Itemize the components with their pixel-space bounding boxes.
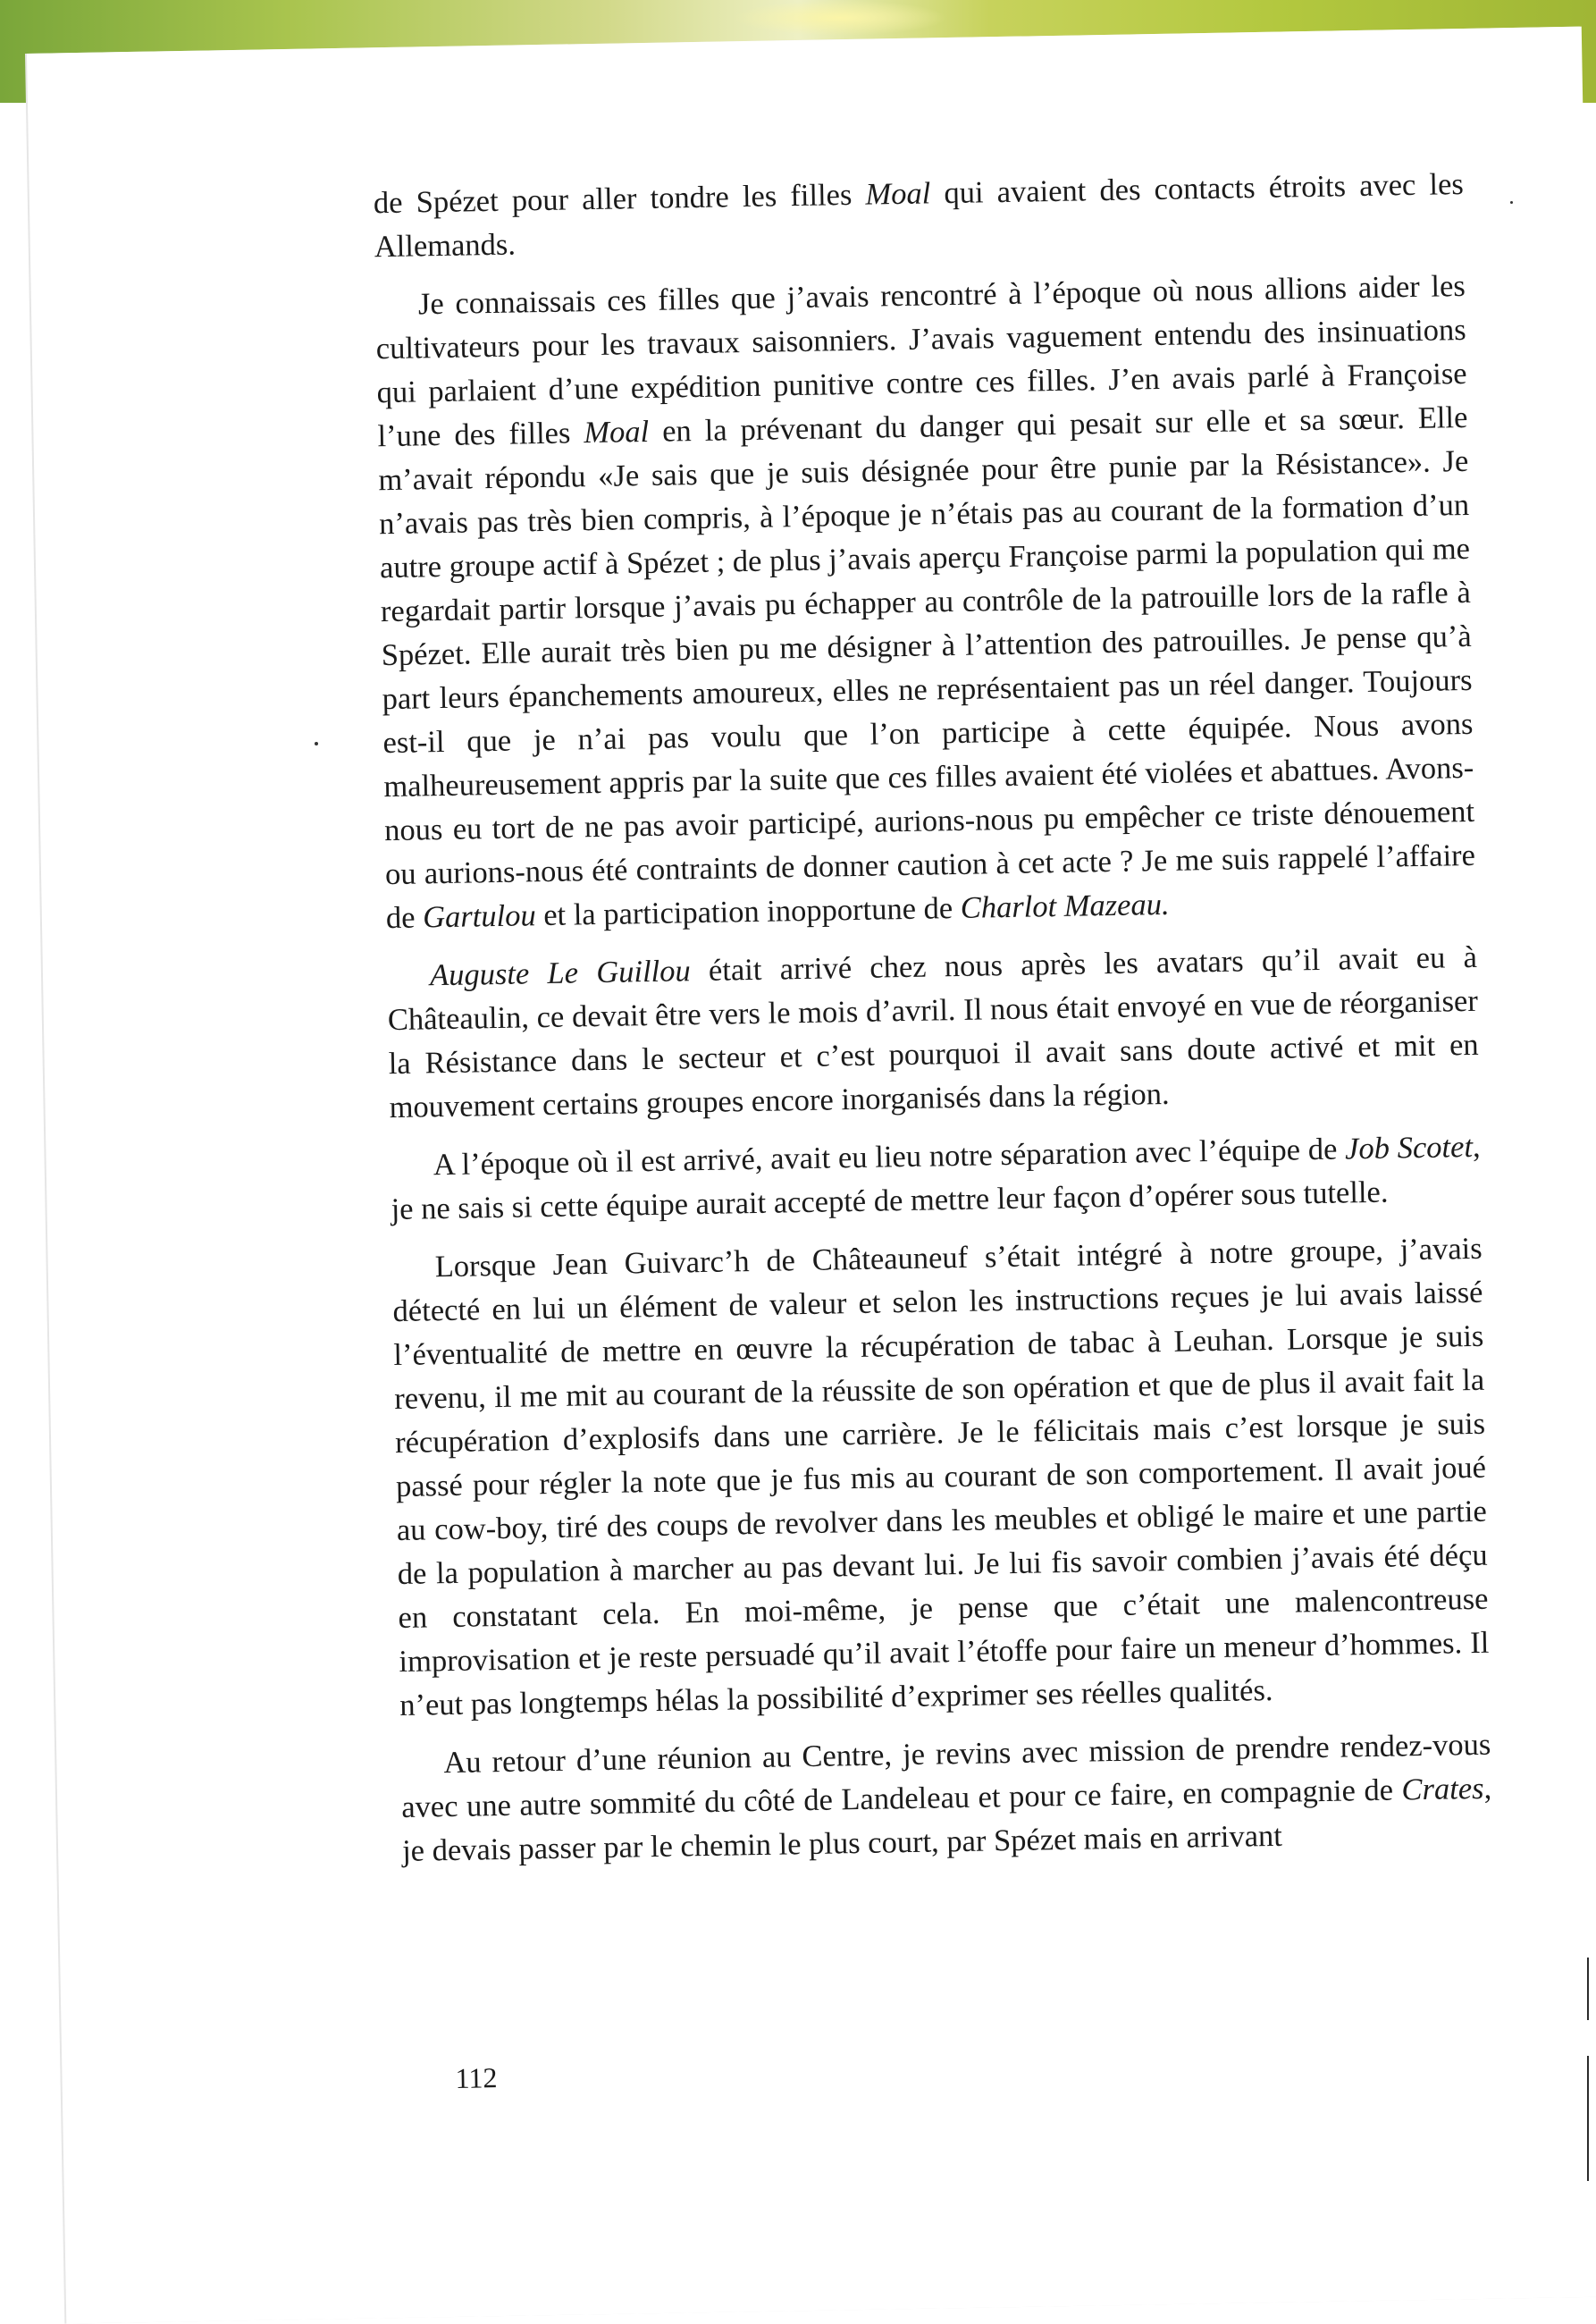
text-run: Au retour d’une réunion au Centre, je revins avec mission de prendre rendez-vous avec une autre sommité du côté de Landeleau et pour ce faire, en compagnie de — [400, 1727, 1491, 1824]
text-run: en la prévenant du danger qui pesait sur elle et sa sœur. Elle m’avait répondu «Je sais que je suis désignée pour être punie par la Résistance». Je n’avais pas très bien compris, à l’époque je n’étais pas au courant de la formation d’un autre groupe actif à Spézet ; de plus j’avais aperçu Françoise parmi la population qui me regardait partir lorsque j’avais pu échapper au contrôle de la patrouille lors de la rafle à Spézet. Elle aurait très bien pu me désigner à l’attention des patrouilles. Je pense qu’à part leurs épanchements amoureux, elles ne représentaient pas un réel danger. Toujours est-il que je n’ai pas voulu que l’on participe à cette équipée. Nous avons malheureusement appris par la suite que ces filles avaient été violées et abattues. Avons-nous eu tort de ne pas avoir participé, aurions-nous pu empêcher ce triste dénouement ou aurions-nous été contraints de donner caution à cet acte ? Je me suis rappelé l’affaire de — [378, 400, 1476, 936]
text-run: A l’époque où il est arrivé, avait eu lieu notre séparation avec l’équipe de — [433, 1132, 1346, 1183]
italic-name-run: Moal — [584, 414, 650, 450]
text-run: Je connaissais ces filles que j’avais rencontré à l’époque où nous allions aider les cultivateurs pour les travaux saisonniers. J’avais vaguement entendu des insinuations qui parlaient d’une expédition punitive contre ces filles. J’en avais parlé à Françoise l’une des filles — [375, 268, 1467, 454]
italic-name-run: Crates — [1401, 1771, 1484, 1807]
scan-speck — [1510, 201, 1513, 204]
paragraph-1 — [374, 163, 1466, 269]
text-run: de Spézet pour aller tondre les filles — [373, 177, 866, 221]
page-sheet — [27, 27, 1596, 2324]
paragraph-5 — [391, 1227, 1490, 1728]
text-run: et la participation inopportune de — [535, 890, 962, 933]
text-run: Lorsque Jean Guivarc’h de Châteauneuf s’était intégré à notre groupe, j’avais détecté en lui un élément de valeur et selon les instructions reçues je lui avais laissé l’éventualité de mettre en œuvre la récupération de tabac à Leuhan. Lorsque je suis revenu, il me mit au courant de la réussite de son opération et que de plus il avait fait la récupération d’explosifs dans une carrière. Je le félicitais mais c’est lorsque je suis passé pour régler la note que je fus mis au courant de son comportement. Il avait joué au cow-boy, tiré des coups de revolver dans les meubles et obligé le maire et une partie de la population à marcher au pas devant lui. Je lui fis savoir combien j’avais été déçu en constatant cela. En moi-même, je pense que c’était une malencontreuse improvisation et je reste persuadé qu’il avait l’étoffe pour faire un meneur d’hommes. Il n’eut pas longtemps hélas la possibilité d’exprimer ses réelles qualités. — [392, 1231, 1490, 1722]
scan-speck — [315, 742, 318, 745]
paragraph-3 — [387, 936, 1480, 1130]
paragraph-6 — [400, 1723, 1492, 1874]
text-run: qui avaient des contacts étroits avec les Allemands. — [374, 166, 1465, 265]
text-run: était arrivé chez nous après les avatars qu’il avait eu à Châteaulin, ce devait être vers le mois d’avril. Il nous était envoyé en vue de réorganiser la Résistance dans le secteur et c’est pourquoi il avait sans doute activé et mit en mouvement certains groupes encore inorganisés dans la région. — [387, 939, 1479, 1125]
italic-name-run: Auguste Le Guillou — [429, 954, 692, 993]
italic-name-run: Moal — [865, 176, 931, 212]
italic-name-run: Charlot Mazeau. — [960, 887, 1170, 925]
page-number: 112 — [455, 2061, 498, 2094]
page-body — [374, 163, 1493, 1888]
italic-name-run: Job Scotet — [1344, 1129, 1474, 1166]
text-run: , je ne sais si cette équipe aurait accepté de mettre leur façon d’opérer sous tutelle. — [391, 1129, 1481, 1227]
scan-edge-mark — [1587, 1958, 1589, 2020]
paragraph-4 — [390, 1125, 1482, 1232]
scan-edge-mark — [1587, 2056, 1589, 2181]
text-run: , je devais passer par le chemin le plus court, par Spézet mais en arrivant — [401, 1771, 1492, 1868]
paragraph-2 — [375, 265, 1477, 940]
italic-name-run: Gartulou — [422, 898, 536, 935]
